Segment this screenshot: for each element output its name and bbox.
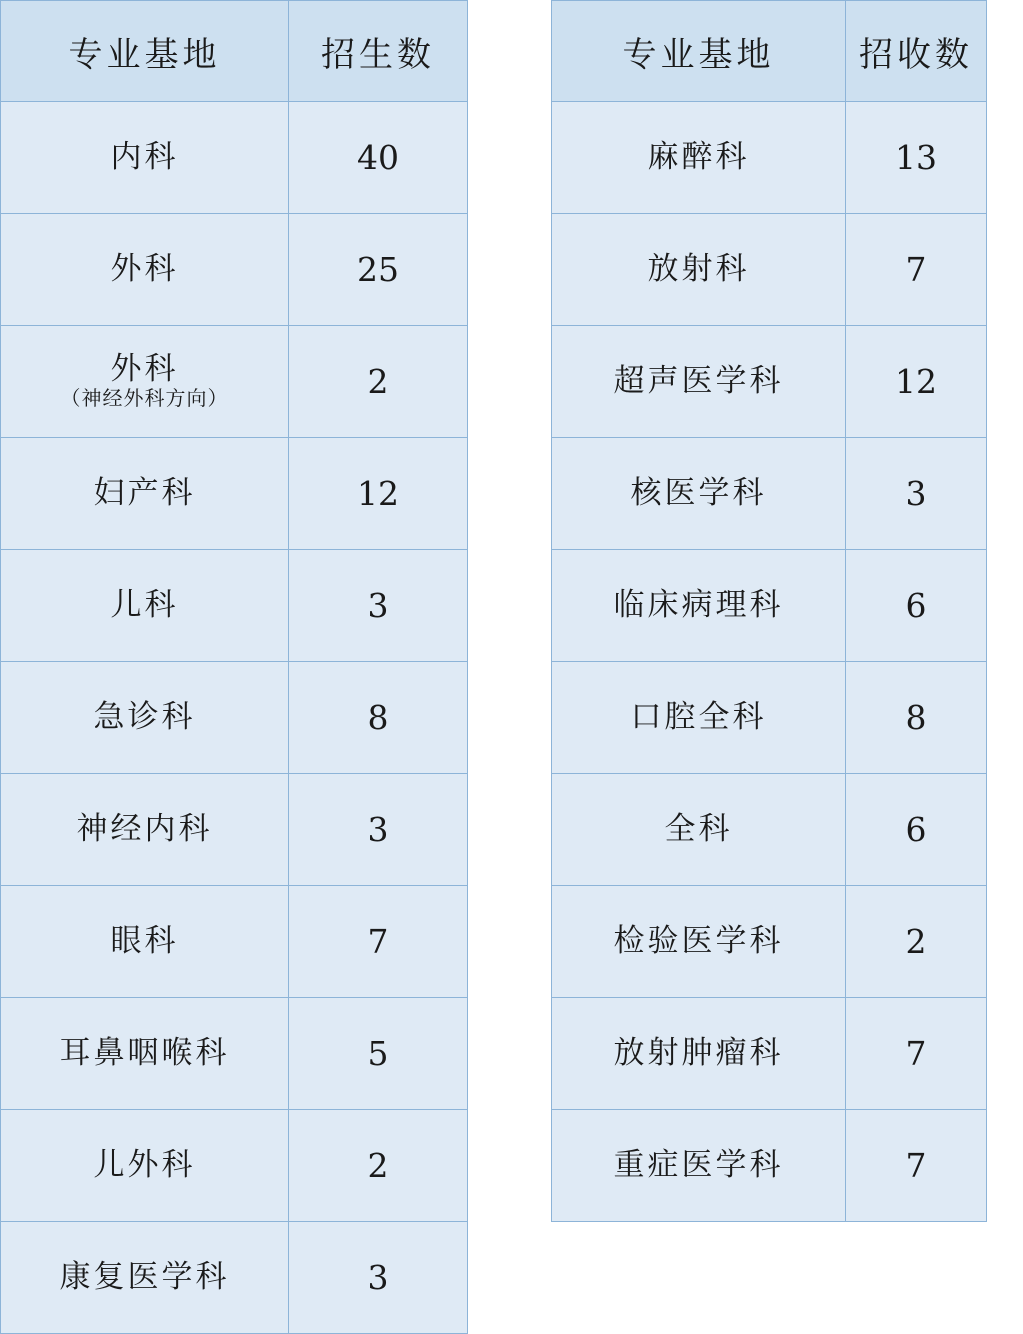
table-row [552,998,987,1110]
enrollment-count-cell: 40 [289,102,468,214]
table-row [1,774,468,886]
specialty-base-cell [1,774,289,886]
specialty-name: 儿科 [110,587,179,624]
enrollment-count-cell: 3 [289,1222,468,1334]
table-right-header-row [552,1,987,102]
residency-quota-table-right [551,0,987,1222]
specialty-name: 神经内科 [76,811,213,848]
specialty-base-cell [552,326,846,438]
table-row [1,102,468,214]
admission-count-cell: 12 [846,326,987,438]
specialty-name: 核医学科 [630,475,767,512]
specialty-name: 外科 [110,350,179,387]
column-header-specialty-base: 专业基地 [1,1,289,102]
enrollment-count-cell: 2 [289,1110,468,1222]
enrollment-count-cell: 2 [289,326,468,438]
table-row [552,550,987,662]
table-row [1,662,468,774]
specialty-base-cell [552,214,846,326]
specialty-name: 临床病理科 [613,587,784,624]
enrollment-count-cell: 3 [289,774,468,886]
enrollment-count-cell: 3 [289,550,468,662]
specialty-name: 急诊科 [93,699,196,736]
specialty-name: 麻醉科 [647,139,750,176]
table-row [552,326,987,438]
specialty-name: 口腔全科 [630,699,767,736]
specialty-base-cell [1,1222,289,1334]
table-row [552,886,987,998]
admission-count-cell: 8 [846,662,987,774]
specialty-base-cell [552,550,846,662]
table-row [552,102,987,214]
table-left-header-row [1,1,468,102]
table-row [1,326,468,438]
residency-quota-table-left-container [0,0,468,1334]
column-header-admission-count: 招收数 [846,1,987,102]
specialty-base-cell [552,1110,846,1222]
table-row [1,1110,468,1222]
specialty-name: 内科 [110,139,179,176]
table-left-body [1,1,468,1334]
specialty-base-cell [1,662,289,774]
admission-count-cell: 2 [846,886,987,998]
specialty-base-cell [552,102,846,214]
admission-count-cell: 3 [846,438,987,550]
specialty-name: 检验医学科 [613,923,784,960]
column-header-specialty-base: 专业基地 [552,1,846,102]
admission-count-cell: 7 [846,1110,987,1222]
specialty-base-cell [552,662,846,774]
enrollment-count-cell: 25 [289,214,468,326]
specialty-name: 眼科 [110,923,179,960]
residency-quota-table-left [0,0,468,1334]
specialty-base-cell [1,102,289,214]
specialty-name: 妇产科 [93,475,196,512]
specialty-name: 超声医学科 [613,363,784,400]
enrollment-count-cell: 7 [289,886,468,998]
specialty-base-cell [552,438,846,550]
admission-count-cell: 13 [846,102,987,214]
table-row [1,438,468,550]
specialty-name: 耳鼻咽喉科 [59,1035,230,1072]
specialty-base-cell [1,998,289,1110]
table-row [1,998,468,1110]
specialty-base-cell [1,326,289,438]
specialty-base-cell [552,774,846,886]
specialty-base-cell [1,214,289,326]
table-row [1,214,468,326]
enrollment-count-cell: 5 [289,998,468,1110]
specialty-name: 外科 [110,251,179,288]
admission-count-cell: 7 [846,998,987,1110]
table-row [1,886,468,998]
table-row [552,438,987,550]
specialty-base-cell [552,886,846,998]
residency-quota-table-right-container [551,0,987,1222]
table-row [552,662,987,774]
specialty-base-cell [1,1110,289,1222]
admission-count-cell: 6 [846,774,987,886]
table-right-body [552,1,987,1222]
specialty-name: 放射科 [647,251,750,288]
specialty-name: 放射肿瘤科 [613,1035,784,1072]
specialty-name: 康复医学科 [59,1259,230,1296]
table-row [552,214,987,326]
table-row [1,550,468,662]
specialty-name: 全科 [664,811,733,848]
specialty-name: 儿外科 [93,1147,196,1184]
admission-count-cell: 6 [846,550,987,662]
table-row [1,1222,468,1334]
specialty-base-cell [552,998,846,1110]
specialty-base-cell [1,438,289,550]
specialty-direction-note: （神经外科方向） [60,386,229,411]
enrollment-count-cell: 12 [289,438,468,550]
table-row [552,1110,987,1222]
specialty-name: 重症医学科 [613,1147,784,1184]
column-header-enrollment-count: 招生数 [289,1,468,102]
enrollment-count-cell: 8 [289,662,468,774]
specialty-base-cell [1,886,289,998]
admission-count-cell: 7 [846,214,987,326]
table-row [552,774,987,886]
specialty-base-cell [1,550,289,662]
